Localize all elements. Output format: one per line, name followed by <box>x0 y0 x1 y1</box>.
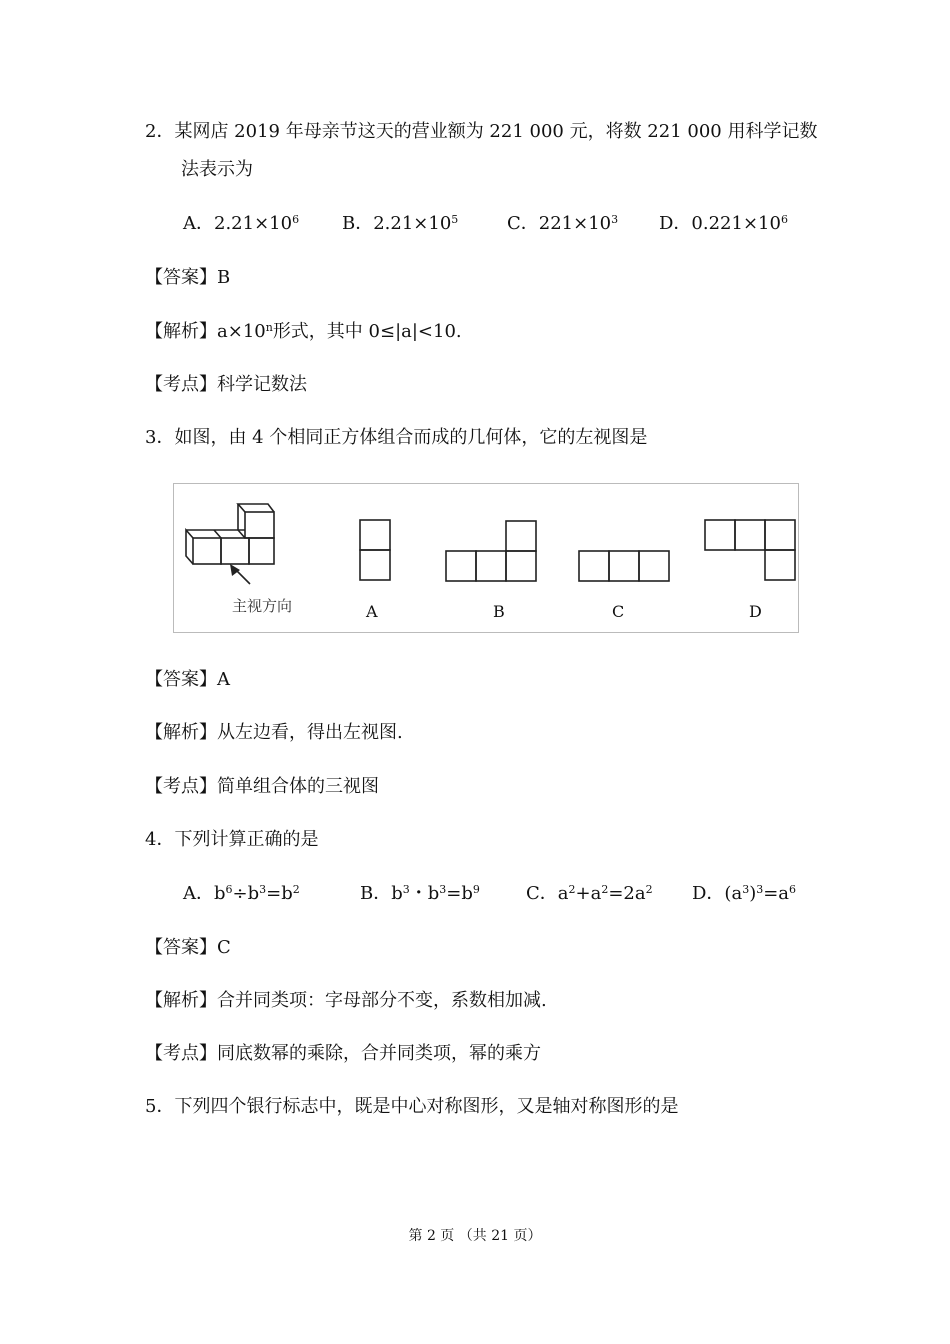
option-a-figure <box>360 520 390 580</box>
q2-stem-line1: 2．某网店 2019 年母亲节这天的营业额为 221 000 元，将数 221 000 用科学记数 <box>145 121 818 142</box>
q4-option-c: C．$a^2+a^2=2a^2$ <box>526 883 653 904</box>
q3-stem: 3．如图，由 4 个相同正方体组合而成的几何体，它的左视图是 <box>145 427 648 448</box>
q2-answer: 【答案】B <box>145 267 231 288</box>
q2-option-a: A．$2.21\times 10^6$ <box>183 213 300 234</box>
figure-label-a: A <box>366 602 378 621</box>
option-d-figure <box>705 520 795 580</box>
q5-stem: 5．下列四个银行标志中，既是中心对称图形，又是轴对称图形的是 <box>145 1096 679 1117</box>
q4-option-d: D．$(a^3)^3=a^6$ <box>692 883 797 904</box>
page-footer: 第 2 页 （共 21 页） <box>408 1228 542 1244</box>
option-b-figure <box>446 521 536 581</box>
q4-option-b: B．$b^3$・$b^3=b^9$ <box>360 883 480 904</box>
q2-option-b: B．$2.21\times 10^5$ <box>342 213 459 234</box>
q3-answer: 【答案】A <box>145 669 230 690</box>
q2-point: 【考点】科学记数法 <box>145 374 307 395</box>
figure-label-b: B <box>493 602 505 621</box>
q2-analysis: 【解析】$a\times 10^n$形式，其中 0≤|a|<10. <box>145 321 462 342</box>
q2-stem-line2: 法表示为 <box>181 159 253 180</box>
figure-label-c: C <box>612 602 625 621</box>
view-direction-label: 主视方向 <box>232 597 293 615</box>
option-c-figure <box>579 551 669 581</box>
q3-analysis: 【解析】从左边看，得出左视图. <box>145 722 403 743</box>
q4-answer: 【答案】C <box>145 937 231 958</box>
q3-figure <box>173 483 799 633</box>
q2-option-c: C．$221\times 10^3$ <box>507 213 619 234</box>
solid-3d-figure <box>186 504 274 564</box>
q4-stem: 4．下列计算正确的是 <box>145 829 319 850</box>
q4-point: 【考点】同底数幂的乘除，合并同类项，幂的乘方 <box>145 1043 541 1064</box>
figure-label-d: D <box>749 602 762 621</box>
q3-point: 【考点】简单组合体的三视图 <box>145 776 379 797</box>
q4-option-a: A．$b^6\div b^3=b^2$ <box>183 883 300 904</box>
q2-option-d: D．$0.221\times 10^6$ <box>659 213 788 234</box>
q4-analysis: 【解析】合并同类项：字母部分不变，系数相加减. <box>145 990 547 1011</box>
